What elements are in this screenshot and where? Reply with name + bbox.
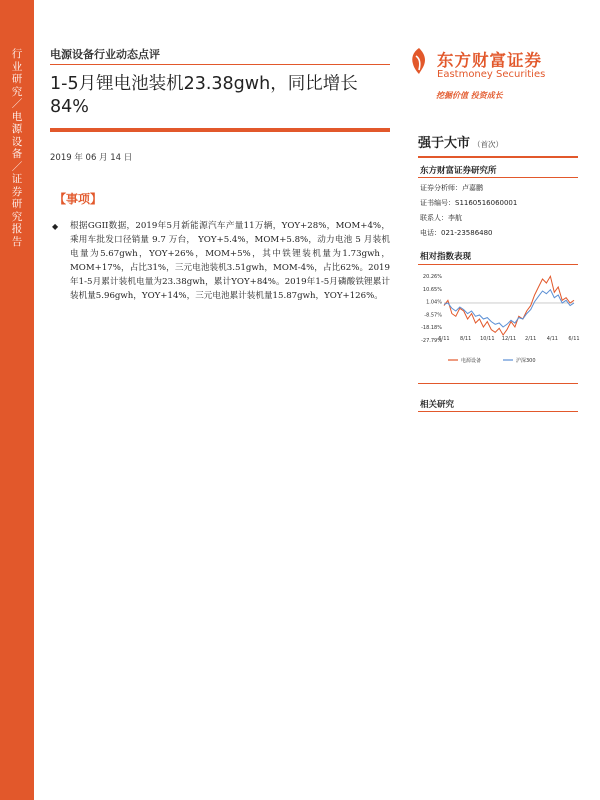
x-tick-label: 6/11 (438, 336, 450, 342)
y-tick-label: -27.79% (421, 338, 442, 344)
title-divider (50, 128, 390, 132)
relative-index-chart (418, 268, 578, 373)
series-line (444, 290, 574, 327)
series-line (444, 276, 574, 335)
report-date: 2019 年 06 月 14 日 (50, 153, 133, 163)
y-tick-label: 1.04% (426, 299, 442, 306)
page-title: 1-5月锂电池装机23.38gwh，同比增长84% (50, 74, 358, 117)
bullet-icon: ◆ (52, 222, 59, 231)
institute-name: 东方财富证券研究所 (420, 166, 497, 176)
brand-name-en: Eastmoney Securities (437, 69, 546, 80)
x-tick-label: 10/11 (480, 336, 495, 342)
analyst: 证券分析师：卢嘉鹏 (420, 184, 483, 192)
rating-value: 强于大市 (418, 136, 471, 151)
x-tick-label: 2/11 (525, 336, 537, 342)
brand-name-cn: 东方财富证券 (437, 51, 542, 70)
legend-label: 沪深300 (516, 358, 536, 364)
sidebar-label: 行业研究／电源设备／证券研究报告 (11, 48, 23, 248)
x-tick-label: 12/11 (501, 336, 517, 342)
y-tick-label: -18.18% (421, 325, 442, 332)
body-paragraph: 根据GGII数据，2019年5月新能源汽车产量11万辆，YOY+28%，MOM+4%，乘用车批发口径销量 9.7 万台， YOY+5.4%，MOM+5.8%，动力电池 5 月装机电量为5.67gwh，YOY+26%，MOM+5%，其中铁锂装机量为1.73gwh，MOM+17%，占比31%，三元电池装机3.51gwh，MOM-4%，占比62%。2019年1-5月累计装机电量为23.38gwh，累计YOY+84%。2019年1-5月磷酸铁锂累计装机量5.96gwh，YOY+14%，三元电池累计装机量15.87gwh，YOY+126%。 (70, 221, 390, 301)
section-heading: 【事项】 (54, 192, 103, 206)
x-tick-label: 8/11 (460, 336, 472, 342)
phone-number: 电话：021-23586480 (420, 229, 493, 237)
contact-person: 联系人：李航 (420, 214, 462, 222)
divider (418, 411, 578, 412)
y-tick-label: -8.57% (424, 312, 442, 319)
y-tick-label: 10.65% (422, 286, 442, 293)
divider (50, 64, 390, 65)
x-tick-label: 6/11 (568, 336, 580, 342)
related-research-title: 相关研究 (420, 400, 455, 410)
legend-label: 电源设备 (461, 358, 482, 364)
divider (418, 156, 578, 158)
report-category: 电源设备行业动态点评 (50, 48, 160, 61)
rating-note: （首次） (473, 140, 504, 149)
y-tick-label: 20.26% (422, 274, 442, 280)
sidebar (0, 0, 34, 800)
brand-slogan: 挖掘价值 投资成长 (436, 91, 503, 100)
x-tick-label: 4/11 (546, 336, 558, 342)
rating (418, 132, 503, 151)
performance-title: 相对指数表现 (420, 252, 472, 262)
brand-logo-icon (407, 46, 431, 76)
certificate-number: 证书编号：S1160516060001 (420, 199, 518, 207)
divider (418, 177, 578, 178)
